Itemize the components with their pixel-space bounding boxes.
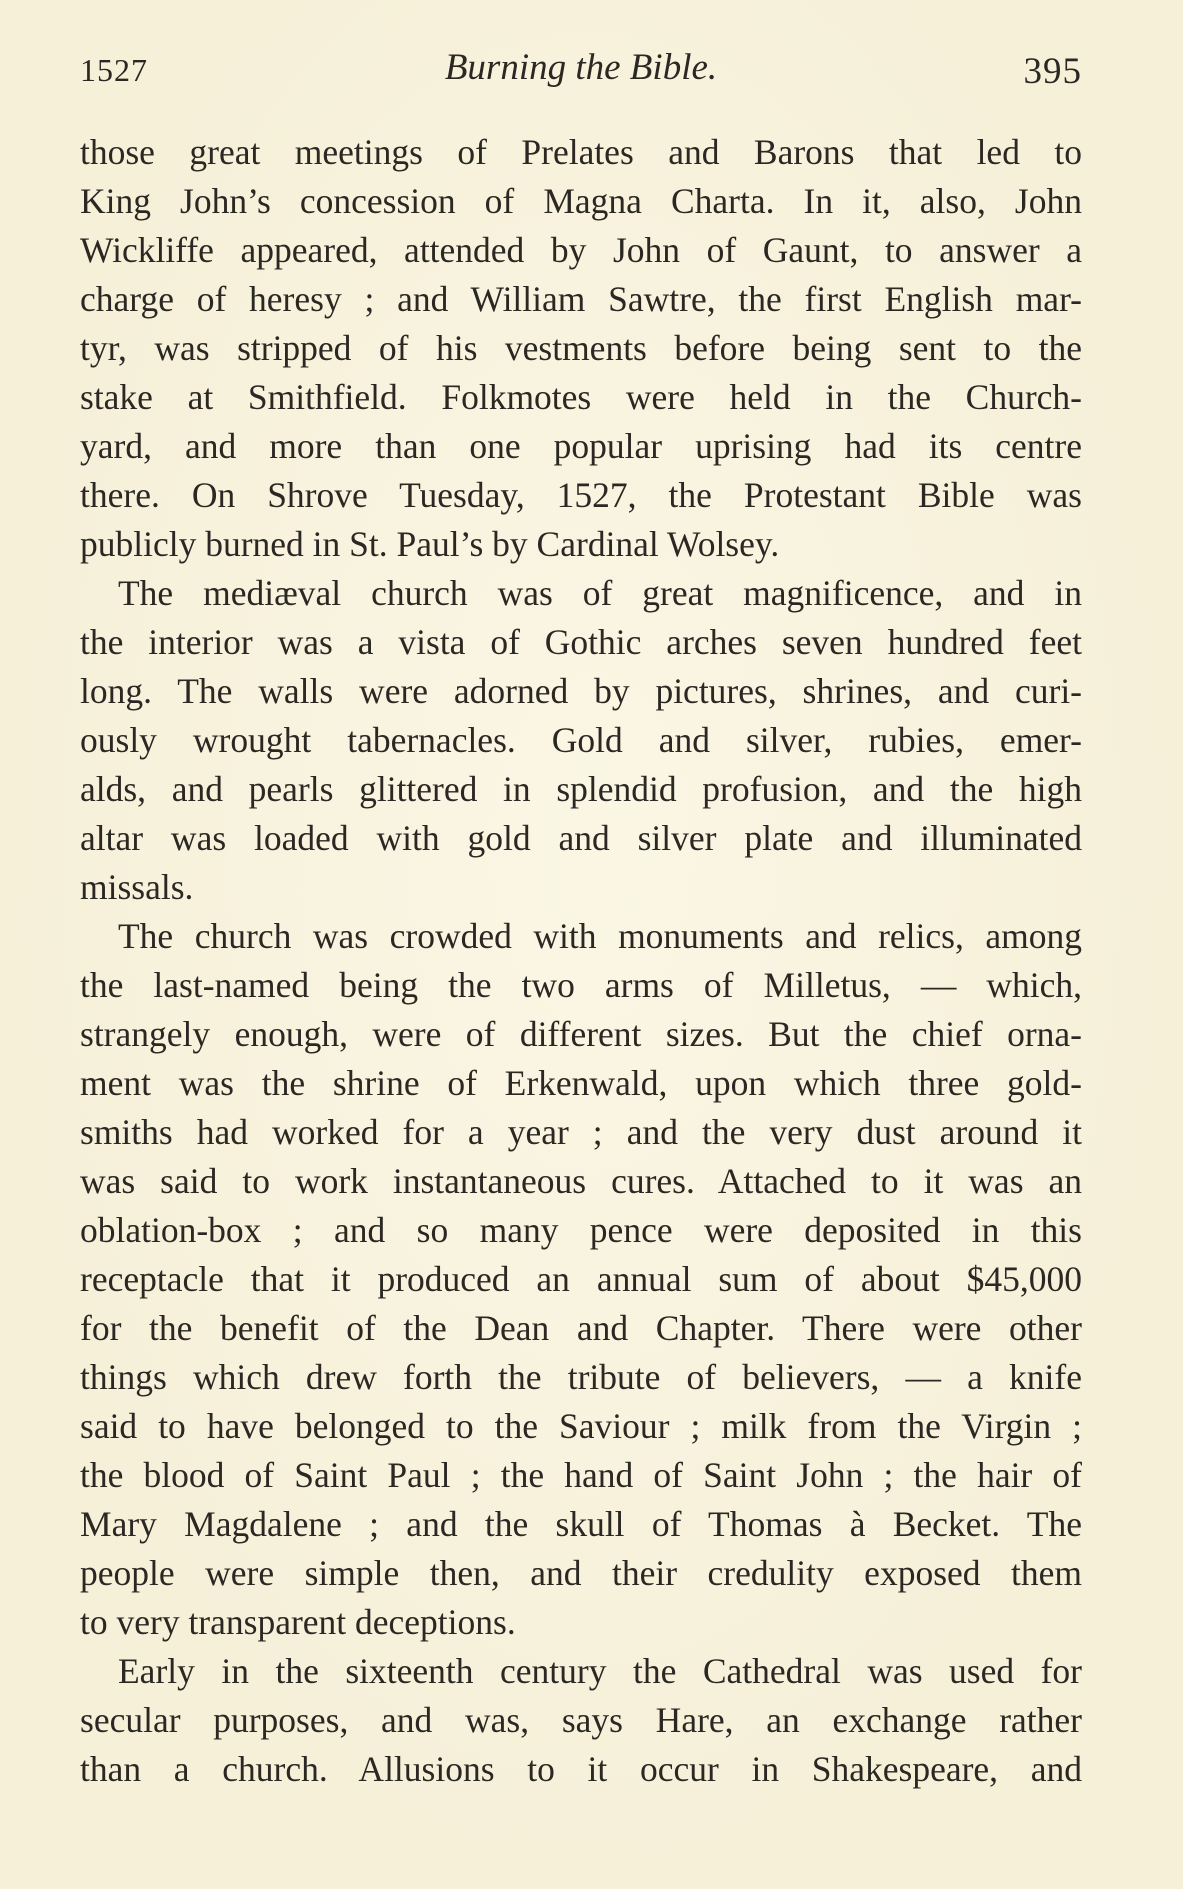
text-line: the interior was a vista of Gothic arches seven hundred feet (80, 622, 1082, 662)
body-text (80, 128, 1082, 1794)
text-line: things which drew forth the tribute of believers, — a knife (80, 1357, 1082, 1397)
running-head (80, 46, 1082, 96)
text-line: publicly burned in St. Paul’s by Cardinal Wolsey. (80, 524, 780, 564)
text-line: to very transparent deceptions. (80, 1602, 516, 1642)
text-line: tyr, was stripped of his vestments before being sent to the (80, 328, 1082, 368)
text-line: Wickliffe appeared, attended by John of Gaunt, to answer a (80, 230, 1082, 270)
text-line: receptacle that it produced an annual sum of about $45,000 (80, 1259, 1082, 1299)
text-line: there. On Shrove Tuesday, 1527, the Protestant Bible was (80, 475, 1082, 515)
text-line: The mediæval church was of great magnificence, and in (118, 573, 1082, 613)
text-line: ously wrought tabernacles. Gold and silver, rubies, emer- (80, 720, 1082, 760)
text-line: long. The walls were adorned by pictures, shrines, and curi- (80, 671, 1082, 711)
text-line: strangely enough, were of different sizes. But the chief orna- (80, 1014, 1082, 1054)
running-head-title: Burning the Bible. (444, 47, 718, 88)
text-line: stake at Smithfield. Folkmotes were held in the Church- (80, 377, 1082, 417)
text-line: missals. (80, 867, 194, 907)
text-line: smiths had worked for a year ; and the very dust around it (80, 1112, 1082, 1152)
text-line: yard, and more than one popular uprising had its centre (80, 426, 1082, 466)
text-line: Early in the sixteenth century the Cathedral was used for (118, 1651, 1082, 1691)
running-head-year: 1527 (80, 52, 148, 88)
text-line: altar was loaded with gold and silver plate and illuminated (80, 818, 1082, 858)
text-line: secular purposes, and was, says Hare, an exchange rather (80, 1700, 1082, 1740)
text-line: for the benefit of the Dean and Chapter. There were other (80, 1308, 1082, 1348)
text-line: people were simple then, and their credulity exposed them (80, 1553, 1082, 1593)
text-line: King John’s concession of Magna Charta. In it, also, John (80, 181, 1082, 221)
text-line: was said to work instantaneous cures. Attached to it was an (80, 1161, 1082, 1201)
text-line: charge of heresy ; and William Sawtre, the first English mar- (80, 279, 1082, 319)
text-line: than a church. Allusions to it occur in Shakespeare, and (80, 1749, 1082, 1789)
paragraph-2 (80, 569, 1082, 912)
paragraph-1 (80, 128, 1082, 569)
text-line: ment was the shrine of Erkenwald, upon which three gold- (80, 1063, 1082, 1103)
text-line: Mary Magdalene ; and the skull of Thomas à Becket. The (80, 1504, 1082, 1544)
page-number: 395 (1023, 51, 1082, 92)
text-line: the blood of Saint Paul ; the hand of Saint John ; the hair of (80, 1455, 1082, 1495)
text-line: alds, and pearls glittered in splendid profusion, and the high (80, 769, 1082, 809)
text-line: the last-named being the two arms of Milletus, — which, (80, 965, 1082, 1005)
text-line: said to have belonged to the Saviour ; milk from the Virgin ; (80, 1406, 1082, 1446)
text-line: those great meetings of Prelates and Barons that led to (80, 132, 1082, 172)
text-line: The church was crowded with monuments and relics, among (118, 916, 1082, 956)
text-line: oblation-box ; and so many pence were deposited in this (80, 1210, 1082, 1250)
paragraph-3 (80, 912, 1082, 1647)
paragraph-4 (80, 1647, 1082, 1794)
